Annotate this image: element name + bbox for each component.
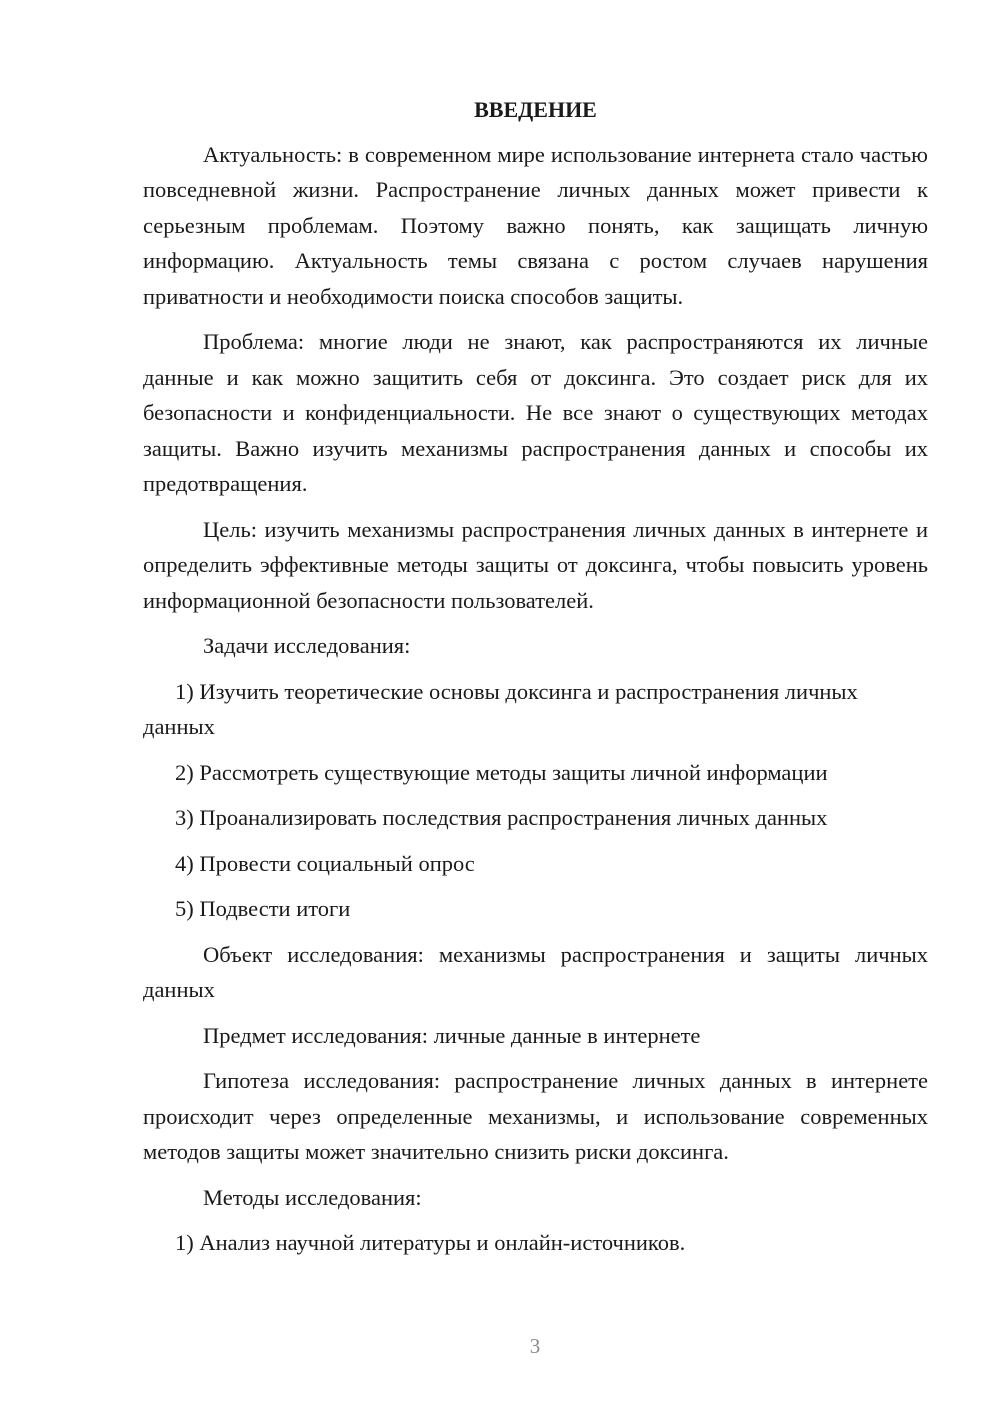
task-item-2: 2) Рассмотреть существующие методы защиты личной информации: [175, 759, 828, 785]
tasks-heading: Задачи исследования:: [203, 633, 411, 658]
hypothesis-paragraph: Гипотеза исследования: распространение личных данных в интернете происходит через определенные механизмы, и использование современных методов защиты может значительно снизить риски доксинга.: [143, 1068, 928, 1164]
section-title: ВВЕДЕНИЕ: [474, 97, 597, 122]
document-page: [143, 92, 928, 1271]
problem-paragraph: Проблема: многие люди не знают, как распространяются их личные данные и как можно защитить себя от доксинга. Это создает риск для их безопасности и конфиденциальности. Не все знают о существующих методах защиты. Важно изучить механизмы распространения данных и способы их предотвращения.: [143, 329, 928, 496]
subject-paragraph: Предмет исследования: личные данные в интернете: [203, 1022, 701, 1048]
methods-heading: Методы исследования:: [203, 1184, 422, 1210]
task-item-5: 5) Подвести итоги: [175, 896, 351, 921]
goal-paragraph: Цель: изучить механизмы распространения личных данных в интернете и определить эффективные методы защиты от доксинга, чтобы повысить уровень информационной безопасности пользователей.: [143, 516, 928, 613]
relevance-paragraph: Актуальность: в современном мире использование интернета стало частью повседневной жизни. Распространение личных данных может привести к серьезным проблемам. Поэтому важно понять, как защищать личную информацию. Актуальность темы связана с ростом случаев нарушения приватности и необходимости поиска способов защиты.: [143, 141, 928, 309]
page-number: 3: [529, 1334, 541, 1358]
method-item-1: 1) Анализ научной литературы и онлайн-источников.: [175, 1230, 686, 1255]
object-paragraph: Объект исследования: механизмы распространения и защиты личных данных: [143, 941, 928, 1002]
task-item-4: 4) Провести социальный опрос: [175, 850, 475, 876]
task-item-1: 1) Изучить теоретические основы доксинга и распространения личных данных: [143, 678, 858, 739]
task-item-3: 3) Проанализировать последствия распространения личных данных: [175, 805, 828, 830]
